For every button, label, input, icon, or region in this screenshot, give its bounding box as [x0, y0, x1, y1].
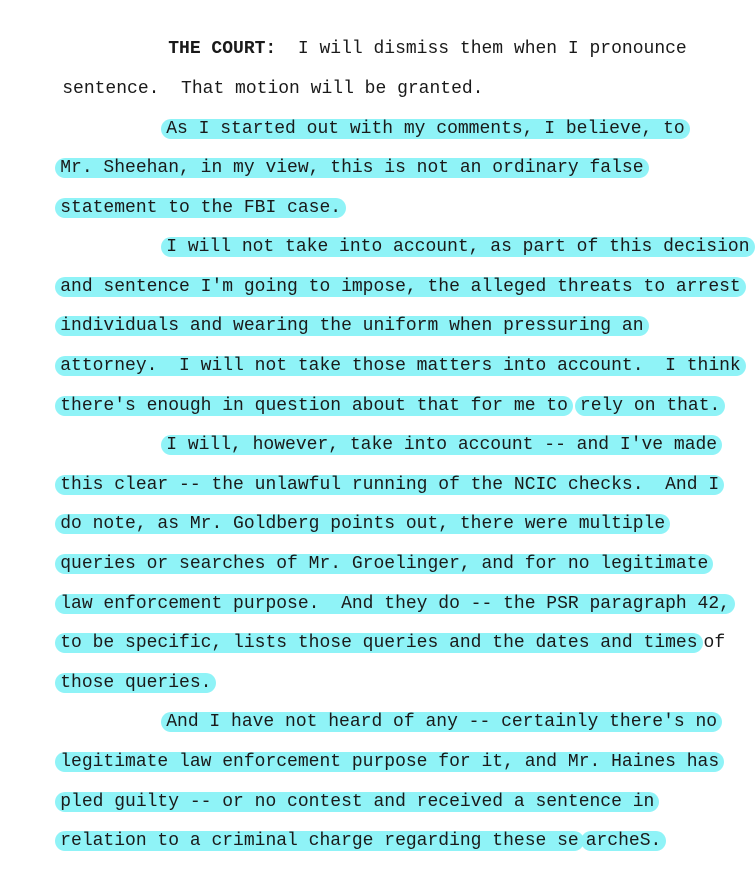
- highlighted-text: relation to a criminal charge regarding these se: [55, 831, 583, 851]
- highlighted-text: individuals and wearing the uniform when pressuring an: [55, 316, 648, 336]
- highlighted-text: And I have not heard of any -- certainly there's no: [161, 712, 722, 732]
- highlighted-text: statement to the FBI case.: [55, 198, 346, 218]
- highlighted-text: those queries.: [55, 673, 216, 693]
- highlighted-text: As I started out with my comments, I believe, to: [161, 119, 689, 139]
- highlighted-text: law enforcement purpose. And they do -- the PSR paragraph 42,: [55, 594, 735, 614]
- transcript-line-3: [118, 87, 690, 139]
- transcript-line-20: [12, 760, 659, 812]
- transcript-line-17: [12, 641, 216, 693]
- transcript-line-16: [12, 601, 726, 653]
- transcript-line-15: [12, 562, 735, 614]
- transcript-line-2: [19, 47, 484, 99]
- transcript-line-19: [12, 720, 724, 772]
- line-text: I will dismiss them when I pronounce: [297, 39, 687, 59]
- transcript-line-1: [125, 7, 687, 59]
- transcript-line-5: [12, 166, 346, 218]
- transcript-line-12: [12, 443, 724, 495]
- transcript-line-8: [12, 284, 649, 336]
- transcript-line-4: [12, 126, 649, 178]
- transcript-line-13: [12, 482, 670, 534]
- highlighted-text: pled guilty -- or no contest and received a sentence in: [55, 792, 659, 812]
- transcript-line-11: [118, 403, 722, 455]
- line-text: sentence. That motion will be granted.: [62, 79, 484, 99]
- highlighted-text: Mr. Sheehan, in my view, this is not an ordinary false: [55, 158, 648, 178]
- transcript-line-7: [12, 245, 746, 297]
- highlighted-text: to be specific, lists those queries and the dates and times: [55, 633, 702, 653]
- transcript-line-21: [12, 799, 666, 851]
- highlighted-text: I will not take into account, as part of this decision: [161, 237, 754, 257]
- transcript-line-6: [118, 205, 755, 257]
- highlighted-text: rely on that.: [575, 396, 725, 416]
- line-text: of: [703, 633, 726, 653]
- highlighted-text: this clear -- the unlawful running of the NCIC checks. And I: [55, 475, 724, 495]
- highlighted-text: attorney. I will not take those matters into account. I think: [55, 356, 746, 376]
- highlighted-text: I will, however, take into account -- and I've made: [161, 435, 722, 455]
- highlighted-text: there's enough in question about that for me to: [55, 396, 573, 416]
- highlighted-text: and sentence I'm going to impose, the alleged threats to arrest: [55, 277, 746, 297]
- highlighted-text: archeS.: [581, 831, 667, 851]
- highlighted-text: do note, as Mr. Goldberg points out, there were multiple: [55, 514, 670, 534]
- transcript-line-18: [118, 680, 722, 732]
- transcript-line-14: [12, 522, 713, 574]
- transcript-line-10: [12, 364, 725, 416]
- highlighted-text: queries or searches of Mr. Groelinger, and for no legitimate: [55, 554, 713, 574]
- speaker-label: THE COURT:: [168, 39, 277, 59]
- transcript-line-9: [12, 324, 746, 376]
- highlighted-text: legitimate law enforcement purpose for it, and Mr. Haines has: [55, 752, 724, 772]
